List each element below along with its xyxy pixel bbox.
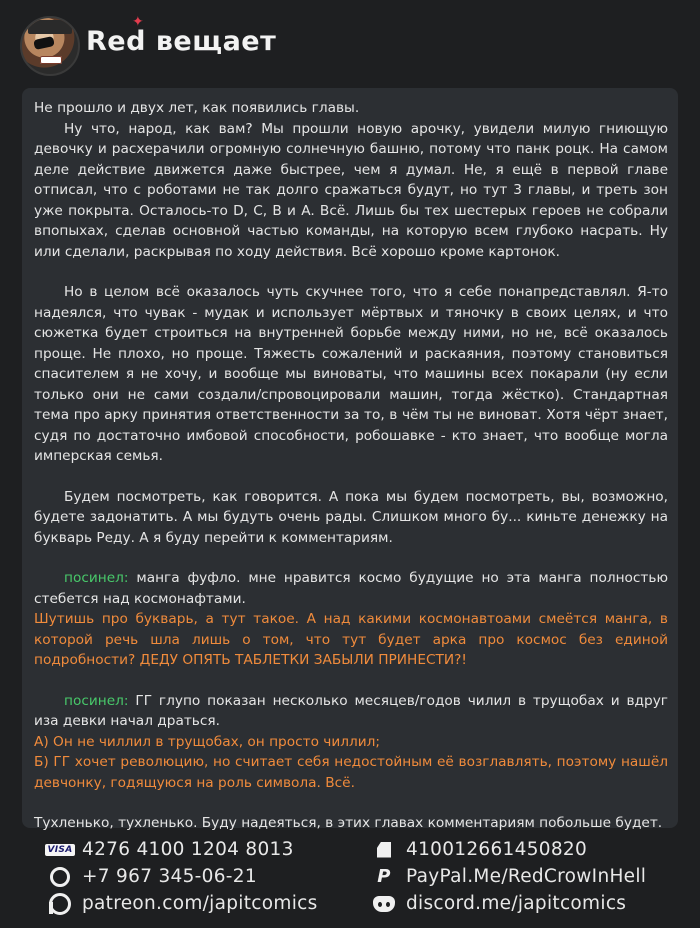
comment-2-text: ГГ глупо показан несколько месяцев/годов чилил в трущобах и вдруг иза девки начал драться.: [34, 692, 668, 729]
comment-1-text: манга фуфло. мне нравится космо будущие но эта манга полностью стебется над космонафтами.: [34, 570, 668, 607]
patreon-link[interactable]: patreon.com/japitcomics: [82, 893, 318, 914]
post-outro: Тухленько, тухленько. Буду надеяться, в этих главах комментариям побольше будет.: [34, 815, 663, 831]
post-paragraph-1: Ну что, народ, как вам? Мы прошли новую арочку, увидели милую гниющую девочку и расхерачили огромную солнечную башню, потому что панк роцк. На самом деле действие движется даже быстрее, чем я думал. Не, я ещё в первой главе отписал, что с роботами не так долго сражаться будут, но тут 3 главы, и треть зон уже покрыта. Осталось-то D, C, B и A. Всё. Лишь бы тех шестерых героев не собрали впопыхах, сделав основной частью команды, на которую всем глубоко насрать. Ну или сделали, раскрывая по ходу действия. Всё хорошо кроме картонок.: [34, 120, 668, 260]
discord-icon: [370, 896, 398, 912]
card-number[interactable]: 4276 4100 1204 8013: [82, 839, 294, 860]
comment-1-author: посинел:: [64, 570, 129, 586]
phone-icon: [46, 867, 74, 887]
visa-icon: VISA: [46, 844, 74, 856]
patreon-icon: [46, 893, 74, 915]
donation-footer: [0, 836, 700, 928]
page-title-text: Red вещает: [86, 26, 277, 57]
spark-icon: ✦: [132, 14, 145, 30]
reply-2b: Б) ГГ хочет революцию, но считает себя недостойным её возглавлять, поэтому нашёл девчонку, годящуюся на роль символа. Всё.: [34, 754, 668, 791]
reply-1: Шутишь про букварь, а тут такое. А над какими космонавтоами смеётся манга, в которой речь шла лишь о том, что тут будет арка про космос без единой подробности? ДЕДУ ОПЯТЬ ТАБЛЕТКИ ЗАБЫЛИ ПРИНЕСТИ?!: [34, 611, 668, 668]
paypal-icon: P: [377, 866, 391, 887]
comment-2-author: посинел:: [64, 692, 129, 709]
patreon-row: [46, 890, 318, 917]
post-intro: Не прошло и двух лет, как появились главы.: [34, 100, 360, 116]
discord-row: [370, 890, 646, 917]
avatar-hair: [28, 20, 72, 34]
footer-right-column: [370, 836, 646, 917]
footer-left-column: [46, 836, 318, 917]
page-title: [86, 14, 277, 57]
discord-link[interactable]: discord.me/japitcomics: [406, 893, 627, 914]
paypal-row: [370, 863, 646, 890]
post-body: [34, 98, 668, 834]
post-card: [22, 88, 678, 831]
yoomoney-icon: [370, 842, 398, 858]
avatar-mouth: [40, 56, 62, 64]
avatar: [20, 16, 80, 76]
yoomoney-row: [370, 836, 646, 863]
yoomoney-number[interactable]: 410012661450820: [406, 839, 588, 860]
post-paragraph-2: Но в целом всё оказалось чуть скучнее того, что я себе понапредставлял. Я-то надеялся, что чувак - мудак и использует мёртвых и тяночку в своих целях, и что сюжетка будет строиться на внутренней борьбе между ними, но не, всё оказалось проще. Не плохо, но проще. Тяжесть сожалений и раскаяния, поэтому становиться спасителем я не хочу, и вообще мы виноваты, что машины всех покарали (ну если только они не сами создали/спровоцировали машин, тогда жёстко). Стандартная тема про арку принятия ответственности за то, в чём ты не виноват. Хотя чёрт знает, судя по достаточно имбовой способности, робошавке - кто знает, что вообще могла имперская семья.: [34, 284, 668, 464]
avatar-eye-patch: [33, 36, 55, 50]
post-paragraph-3: Будем посмотреть, как говорится. А пока мы будем посмотреть, вы, возможно, будете задонатить. А мы будуть очень рады. Слишком много бу... киньте денежку на букварь Реду. А я буду перейти к комментариям.: [34, 488, 668, 546]
reply-2a: А) Он не чиллил в трущобах, он просто чиллил;: [34, 733, 381, 750]
header: [0, 0, 700, 88]
paypal-link[interactable]: PayPal.Me/RedCrowInHell: [406, 866, 647, 887]
card-row: [46, 836, 318, 863]
comment-2: [34, 691, 668, 732]
phone-row: [46, 863, 318, 890]
comment-1: [34, 568, 668, 609]
phone-number[interactable]: +7 967 345-06-21: [82, 866, 257, 887]
